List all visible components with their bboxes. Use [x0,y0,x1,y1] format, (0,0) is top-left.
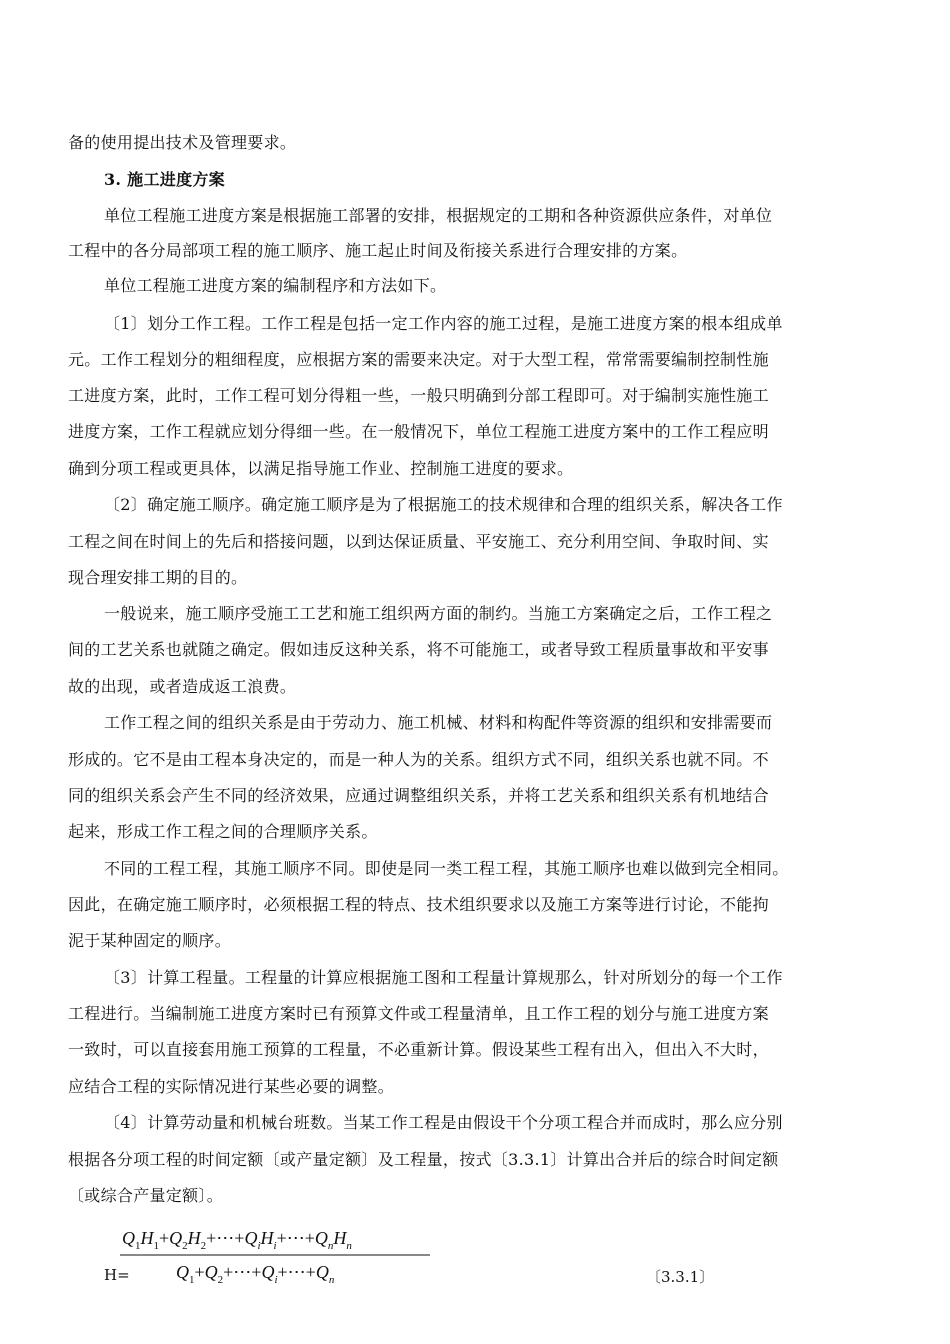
paragraph-line: 工程进行。当编制施工进度方案时已有预算文件或工程量清单，且工作工程的划分与施工进度方案 [68,1004,769,1023]
paragraph-line: 一致时，可以直接套用施工预算的工程量，不必重新计算。假设某些工程有出入，但出入不大时， [68,1040,769,1059]
formula-number: 〔3.3.1〕 [646,1268,715,1286]
formula-lhs: H= [104,1266,130,1284]
paragraph-line: 起来，形成工作工程之间的合理顺序关系。 [68,822,378,841]
paragraph-line: 故的出现，或者造成返工浪费。 [68,677,297,696]
section-heading: 3. 施工进度方案 [104,170,225,189]
formula-denominator: $Q_1+Q_2+\cdots+Q_i+\cdots+Q_n$ [176,1262,335,1286]
paragraph-line: 单位工程施工进度方案的编制程序和方法如下。 [104,276,447,295]
paragraph-line: 间的工艺关系也就随之确定。假如违反这种关系，将不可能施工，或者导致工程质量事故和平安事 [68,640,769,659]
paragraph-line: 工程中的各分局部项工程的施工顺序、施工起止时间及衔接关系进行合理安排的方案。 [68,241,688,260]
paragraph-line: 〔或综合产量定额〕。 [68,1186,224,1205]
paragraph-line: 因此，在确定施工顺序时，必须根据工程的特点、技术组织要求以及施工方案等进行讨论，不能拘 [68,895,769,914]
paragraph-line: 现合理安排工期的目的。 [68,568,248,587]
paragraph-line: 元。工作工程划分的粗细程度，应根据方案的需要来决定。对于大型工程，常常需要编制控制性施 [68,350,769,369]
paragraph-line: 进度方案，工作工程就应划分得细一些。在一般情况下，单位工程施工进度方案中的工作工程应明 [68,422,769,441]
formula-fraction [118,1222,448,1292]
paragraph-line: 备的使用提出技术及管理要求。 [68,133,297,152]
paragraph-line: 工作工程之间的组织关系是由于劳动力、施工机械、材料和构配件等资源的组织和安排需要而 [104,713,773,732]
paragraph-line: 确到分项工程或更具体，以满足指导施工作业、控制施工进度的要求。 [68,459,574,478]
paragraph-line: 泥于某种固定的顺序。 [68,931,232,950]
paragraph-line: 不同的工程工程，其施工顺序不同。即使是同一类工程工程，其施工顺序也难以做到完全相同。 [104,859,789,878]
paragraph-line: 〔4〕计算劳动量和机械台班数。当某工作工程是由假设干个分项工程合并而成时，那么应分别 [104,1113,783,1132]
paragraph-line: 形成的。它不是由工程本身决定的，而是一种人为的关系。组织方式不同，组织关系也就不同。不 [68,750,769,769]
paragraph-line: 同的组织关系会产生不同的经济效果，应通过调整组织关系，并将工艺关系和组织关系有机地结合 [68,786,769,805]
formula-3-3-1 [104,1222,864,1292]
paragraph-line: 一般说来，施工顺序受施工工艺和施工组织两方面的制约。当施工方案确定之后，工作工程之 [104,604,773,623]
paragraph-line: 根据各分项工程的时间定额〔或产量定额〕及工程量，按式〔3.3.1〕计算出合并后的综合时间定额 [68,1150,779,1169]
formula-numerator: $Q_1H_1+Q_2H_2+\cdots+Q_iH_i+\cdots+Q_nH_n$ [122,1228,352,1252]
paragraph-line: 〔3〕计算工程量。工程量的计算应根据施工图和工程量计算规那么，针对所划分的每一个工作 [104,968,783,987]
paragraph-line: 〔2〕确定施工顺序。确定施工顺序是为了根据施工的技术规律和合理的组织关系，解决各工作 [104,495,783,514]
paragraph-line: 单位工程施工进度方案是根据施工部署的安排，根据规定的工期和各种资源供应条件，对单位 [104,206,773,225]
paragraph-line: 工进度方案，此时，工作工程可划分得粗一些，一般只明确到分部工程即可。对于编制实施性施工 [68,386,769,405]
paragraph-line: 工程之间在时间上的先后和搭接问题，以到达保证质量、平安施工、充分利用空间、争取时间、实 [68,532,769,551]
paragraph-line: 〔1〕划分工作工程。工作工程是包括一定工作内容的施工过程，是施工进度方案的根本组成单 [104,314,783,333]
paragraph-line: 应结合工程的实际情况进行某些必要的调整。 [68,1077,395,1096]
